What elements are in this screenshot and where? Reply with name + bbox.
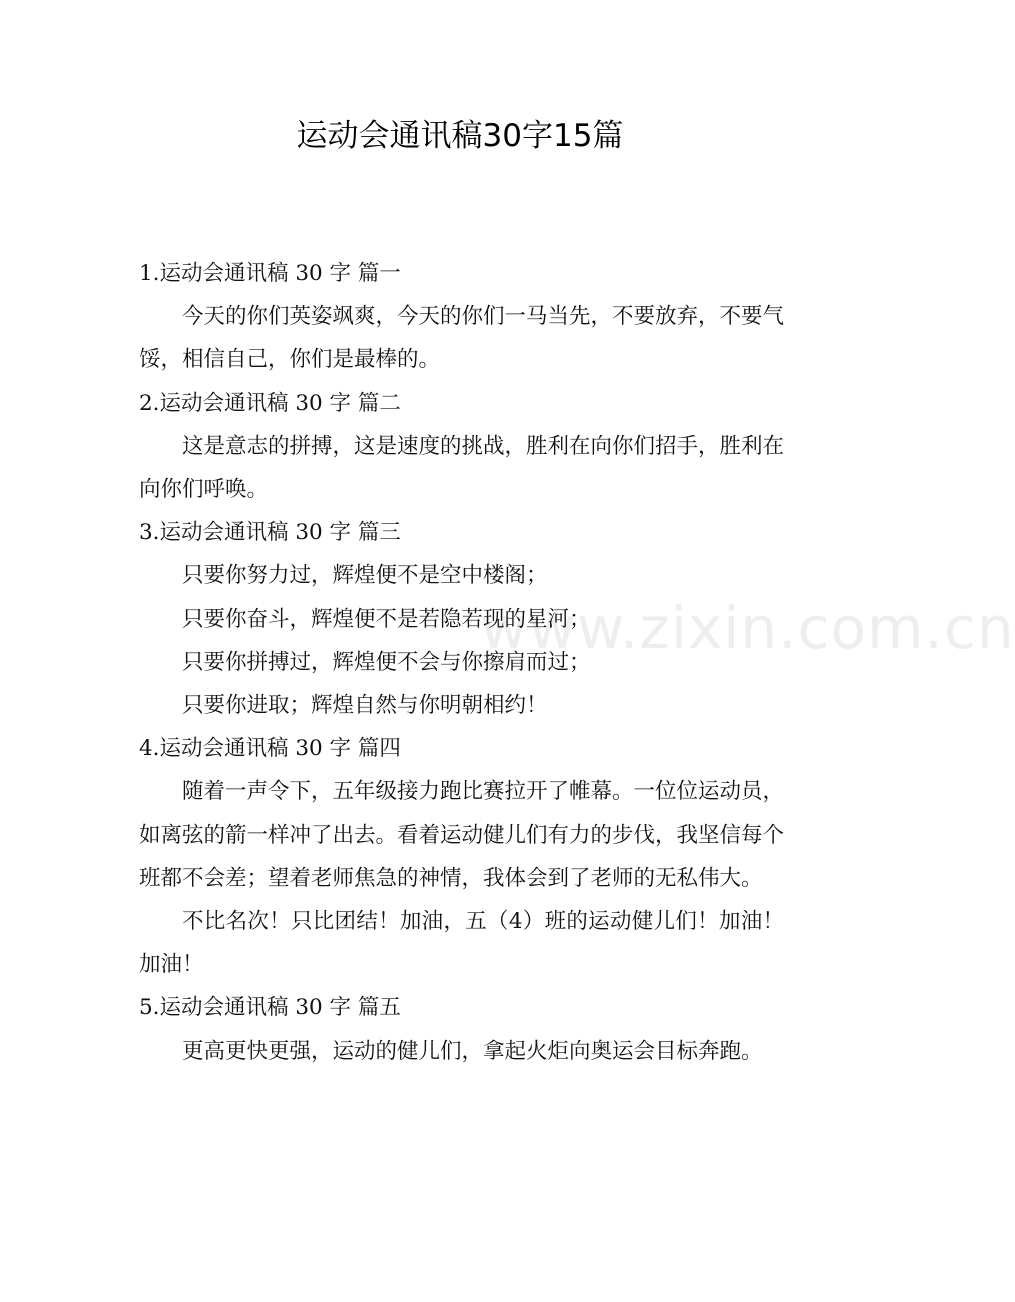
document-body — [139, 252, 784, 1073]
paragraph: 只要你努力过，辉煌便不是空中楼阁； — [182, 563, 548, 589]
section-3 — [139, 511, 784, 727]
paragraph: 不比名次！只比团结！加油，五（4）班的运动健儿们！加油！加油！ — [139, 909, 784, 978]
paragraph: 只要你进取；辉煌自然与你明朝相约！ — [182, 693, 548, 719]
watermark: www.zixin.com.cn — [480, 594, 1015, 662]
section-4 — [139, 727, 784, 986]
paragraph: 这是意志的拼搏，这是速度的挑战，胜利在向你们招手，胜利在向你们呼唤。 — [139, 433, 785, 503]
section-heading: 4.运动会通讯稿 30 字 篇四 — [139, 736, 401, 762]
document-title: 运动会通讯稿30字15篇 — [296, 118, 624, 154]
paragraph: 只要你拼搏过，辉煌便不会与你擦肩而过； — [182, 649, 591, 675]
paragraph: 更高更快更强，运动的健儿们，拿起火炬向奥运会目标奔跑。 — [182, 1038, 763, 1064]
section-5 — [139, 986, 784, 1072]
section-1 — [139, 252, 784, 382]
paragraph: 只要你奋斗，辉煌便不是若隐若现的星河； — [182, 606, 591, 632]
section-2 — [139, 382, 784, 512]
paragraph: 随着一声令下，五年级接力跑比赛拉开了帷幕。一位位运动员，如离弦的箭一样冲了出去。看着运动健儿们有力的步伐，我坚信每个班都不会差；望着老师焦急的神情，我体会到了老师的无私伟大。 — [139, 779, 785, 891]
section-heading: 1.运动会通讯稿 30 字 篇一 — [139, 261, 401, 286]
section-heading: 5.运动会通讯稿 30 字 篇五 — [139, 995, 401, 1021]
paragraph: 今天的你们英姿飒爽，今天的你们一马当先，不要放弃，不要气馁，相信自己，你们是最棒的。 — [139, 304, 785, 373]
section-heading: 3.运动会通讯稿 30 字 篇三 — [139, 520, 401, 546]
section-heading: 2.运动会通讯稿 30 字 篇二 — [139, 390, 401, 416]
